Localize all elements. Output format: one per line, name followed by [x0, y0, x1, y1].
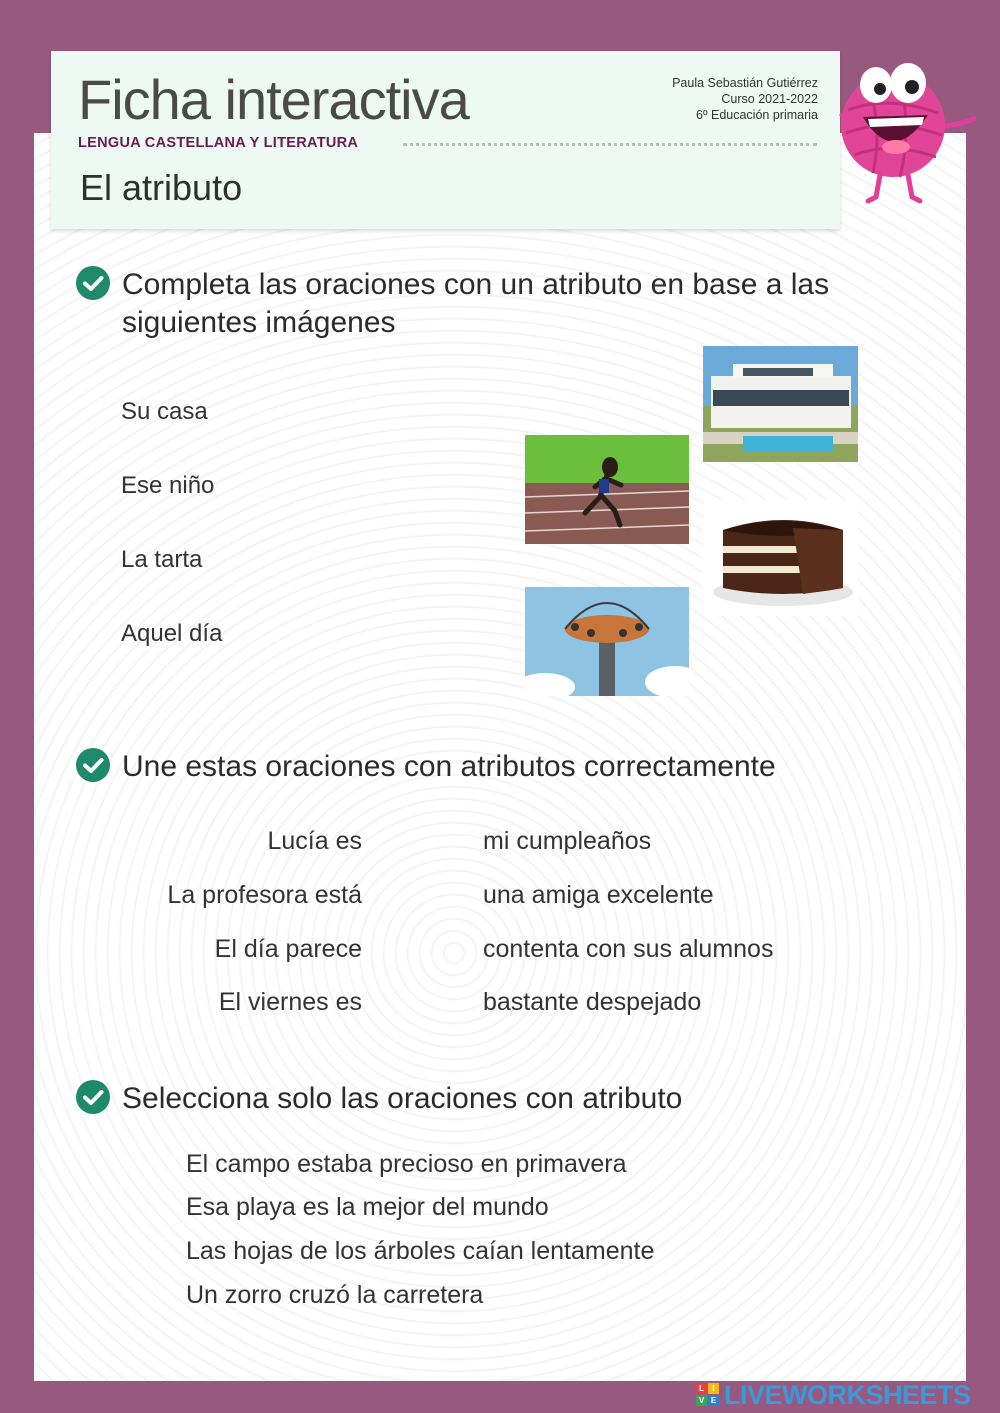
author-info [672, 75, 818, 123]
check-circle-icon [76, 748, 110, 782]
select-option[interactable]: Esa playa es la mejor del mundo [186, 1193, 549, 1221]
sentence-ese-nino: Ese niño [121, 472, 215, 499]
select-option[interactable]: Un zorro cruzó la carretera [186, 1281, 484, 1309]
match-right-item[interactable]: contenta con sus alumnos [483, 935, 774, 963]
brand-text: LIVEWORKSHEETS [724, 1379, 971, 1410]
check-circle-icon [76, 1080, 110, 1114]
match-left-item[interactable]: El día parece [214, 935, 362, 963]
course-year: Curso 2021-2022 [721, 92, 818, 106]
sentence-su-casa: Su casa [121, 398, 208, 425]
section-3-heading [76, 1080, 682, 1118]
sentence-aquel-dia: Aquel día [121, 620, 223, 647]
section-1-heading [76, 266, 842, 342]
check-circle-icon [76, 266, 110, 300]
sentence-la-tarta: La tarta [121, 546, 203, 573]
select-option[interactable]: Las hojas de los árboles caían lentamente [186, 1237, 655, 1265]
page-title: Ficha interactiva [78, 68, 469, 131]
house-photo [703, 346, 858, 462]
header-card [51, 51, 840, 229]
dotted-divider [403, 143, 817, 146]
liveworksheets-logo[interactable] [696, 1380, 971, 1410]
match-left-item[interactable]: El viernes es [218, 988, 362, 1016]
section-2-text: Une estas oraciones con atributos correctamente [122, 750, 776, 783]
author-name: Paula Sebastián Gutiérrez [672, 76, 818, 90]
live-logo-icon: L I V E [696, 1383, 720, 1407]
mascot-illustration [828, 55, 978, 210]
topic-title: El atributo [80, 167, 243, 208]
subject-label: LENGUA CASTELLANA Y LITERATURA [78, 135, 359, 151]
match-right-item[interactable]: una amiga excelente [483, 881, 714, 909]
runner-photo [525, 435, 689, 544]
cake-photo [703, 500, 858, 616]
match-right-item[interactable]: mi cumpleaños [483, 827, 652, 855]
select-option[interactable]: El campo estaba precioso en primavera [186, 1150, 627, 1178]
ride-photo [525, 587, 689, 696]
match-right-item[interactable]: bastante despejado [483, 988, 702, 1016]
section-3-text: Selecciona solo las oraciones con atributo [122, 1082, 683, 1115]
section-1-text: Completa las oraciones con un atributo en base a las siguientes imágenes [122, 268, 830, 339]
course-level: 6º Educación primaria [696, 108, 818, 122]
match-left-item[interactable]: Lucía es [267, 827, 362, 855]
section-2-heading [76, 748, 776, 786]
match-left-item[interactable]: La profesora está [167, 881, 362, 909]
